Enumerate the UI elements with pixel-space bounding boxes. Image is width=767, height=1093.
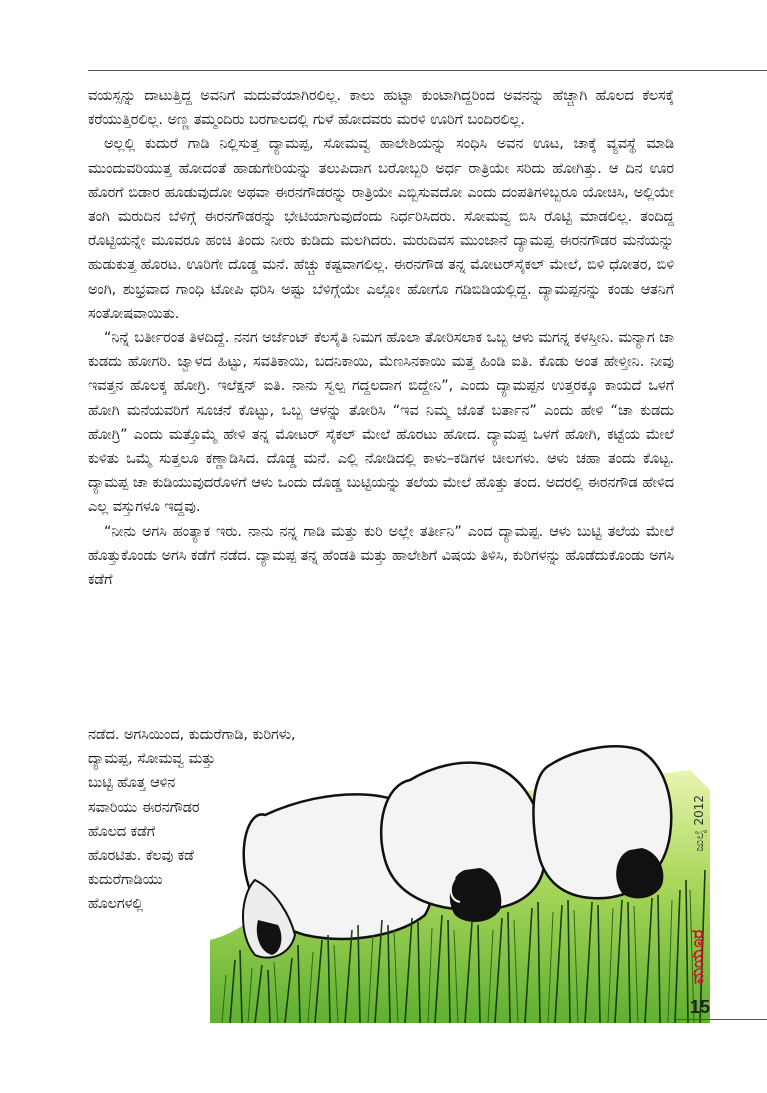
- text-line: ನಡೆದ. ಅಗಸಿಯಿಂದ, ಕುದುರೆಗಾಡಿ, ಕುರಿಗಳು,: [88, 727, 296, 743]
- text-line: ಸವಾರಿಯು ಈರನಗೌಡರ: [88, 799, 200, 816]
- sheep-right: [533, 746, 671, 898]
- issue-date: ಜುಲೈ 2012: [692, 795, 706, 852]
- sheep-illustration: [210, 730, 710, 1023]
- text-line: ಹೊಲಗಳಲ್ಲಿ: [88, 896, 144, 913]
- paragraph: “ನಿನ್ನೆ ಬರ್ತೀರಂತ ತಿಳದಿದ್ದೆ. ನನಗ ಅರ್ಜೆಂಟ್ ಕೆಲಸೈತಿ ನಿಮಗ ಹೊಲಾ ತೋರಿಸಲಾಕ ಒಬ್ಬ ಆಳು ಮಗನ್ನ ಕಳಸ್ತೀನಿ. ಮನ್ಯಾಗ ಚಾ ಕುಡದು ಹೋಗರಿ. ಜ್ವಾಳದ ಹಿಟ್ಟು, ಸವತಿಕಾಯಿ, ಬದನಿಕಾಯಿ, ಮೆಣಸಿನಕಾಯಿ ಮತ್ತ ಹಿಂಡಿ ಐತಿ. ಕೊಡು ಅಂತ ಹೇಳ್ತೀನಿ. ನೀವು ಇವತ್ತನ ಹೊಲಕ್ಕ ಹೋಗ್ರಿ. ಇಲೆಕ್ಷನ್ ಐತಿ. ನಾನು ಸ್ವಲ್ಪ ಗದ್ದಲದಾಗ ಬಿದ್ದೇನಿ”, ಎಂದು ದ್ಯಾಮಪ್ಪನ ಉತ್ತರಕ್ಕೂ ಕಾಯದೆ ಒಳಗೆ ಹೋಗಿ ಮನೆಯವರಿಗೆ ಸೂಚನೆ ಕೊಟ್ಟು, ಒಬ್ಬ ಆಳನ್ನು ತೋರಿಸಿ “ಇವ ನಿಮ್ಮ ಜೊತೆ ಬರ್ತಾನ” ಎಂದು ಹೇಳಿ “ಚಾ ಕುಡದು ಹೋಗ್ರಿ” ಎಂದು ಮತ್ತೊಮ್ಮೆ ಹೇಳಿ ತನ್ನ ಮೋಟರ್ ಸೈಕಲ್ ಮೇಲೆ ಹೊರಟು ಹೋದ. ದ್ಯಾಮಪ್ಪ ಒಳಗೆ ಹೋಗಿ, ಕಟ್ಟೆಯ ಮೇಲೆ ಕುಳಿತು ಒಮ್ಮೆ ಸುತ್ತಲೂ ಕಣ್ಣಾಡಿಸಿದ. ದೊಡ್ಡ ಮನೆ. ಎಲ್ಲಿ ನೋಡಿದಲ್ಲಿ ಕಾಳು–ಕಡಿಗಳ ಚೀಲಗಳು. ಆಳು ಚಹಾ ತಂದು ಕೊಟ್ಟ. ದ್ಯಾಮಪ್ಪ ಚಾ ಕುಡಿಯುವುದರೊಳಗೆ ಆಳು ಒಂದು ದೊಡ್ಡ ಬುಟ್ಟಿಯನ್ನು ತಲೆಯ ಮೇಲೆ ಹೊತ್ತು ತಂದ. ಅದರಲ್ಲಿ ಈರನಗೌಡ ಹೇಳಿದ ಎಲ್ಲ ವಸ್ತುಗಳೂ ಇದ್ದವು.: [88, 330, 674, 516]
- article-body: [88, 84, 674, 592]
- text-line: ಬುಟ್ಟಿ ಹೊತ್ತ ಆಳಿನ: [88, 775, 176, 792]
- text-line: ದ್ಯಾಮಪ್ಪ, ಸೋಮವ್ವ ಮತ್ತು: [88, 751, 216, 768]
- text-line: ಹೊಲದ ಕಡೆಗೆ: [88, 823, 156, 840]
- paragraph: ಅಲ್ಲಲ್ಲಿ ಕುದುರೆ ಗಾಡಿ ನಿಲ್ಲಿಸುತ್ತ ದ್ಯಾಮಪ್ಪ, ಸೋಮವ್ವ ಹಾಲೇಶಿಯನ್ನು ಸಂಧಿಸಿ ಅವನ ಊಟ, ಚಾಕ್ಕೆ ವ್ಯವಸ್ಥೆ ಮಾಡಿ ಮುಂದುವರಿಯುತ್ತ ಹೋದಂತೆ ಹಾಡುಗೇರಿಯನ್ನು ತಲುಪಿದಾಗ ಬರೋಬ್ಬರಿ ಅರ್ಧ ರಾತ್ರಿಯೇ ಸರಿದು ಹೋಗಿತ್ತು. ಆ ದಿನ ಊರ ಹೊರಗೆ ಬಿಡಾರ ಹೂಡುವುದೋ ಅಥವಾ ಈರನಗೌಡರನ್ನು ರಾತ್ರಿಯೇ ಎಬ್ಬಿಸುವದೋ ಎಂದು ದಂಪತಿಗಳಿಬ್ಬರೂ ಯೋಚಿಸಿ, ಅಲ್ಲಿಯೇ ತಂಗಿ ಮರುದಿನ ಬೆಳಿಗ್ಗೆ ಈರನಗೌಡರನ್ನು ಭೇಟಿಯಾಗುವುದೆಂದು ನಿರ್ಧರಿಸಿದರು. ಸೋಮವ್ವ ಬಿಸಿ ರೊಟ್ಟಿ ಮಾಡಲಿಲ್ಲ. ತಂದಿದ್ದ ರೊಟ್ಟಿಯನ್ನೇ ಮೂವರೂ ಹಂಚಿ ತಿಂದು ನೀರು ಕುಡಿದು ಮಲಗಿದರು. ಮರುದಿವಸ ಮುಂಜಾನೆ ದ್ಯಾಮಪ್ಪ ಈರನಗೌಡರ ಮನೆಯನ್ನು ಹುಡುಕುತ್ತ ಹೊರಟ. ಊರಿಗೇ ದೊಡ್ಡ ಮನೆ. ಹೆಚ್ಚು ಕಷ್ಟವಾಗಲಿಲ್ಲ. ಈರನಗೌಡ ತನ್ನ ಮೋಟರ್‌ಸೈಕಲ್ ಮೇಲೆ, ಬಿಳಿ ಧೋತರ, ಬಿಳಿ ಅಂಗಿ, ಶುಭ್ರವಾದ ಗಾಂಧಿ ಟೋಪಿ ಧರಿಸಿ ಅಷ್ಟು ಬೆಳಿಗ್ಗೆಯೇ ಎಲ್ಲೋ ಹೋಗೊ ಗಡಿಬಿಡಿಯಲ್ಲಿದ್ದ. ದ್ಯಾಮಪ್ಪನನ್ನು ಕಂಡು ಆತನಿಗೆ ಸಂತೋಷವಾಯಿತು.: [88, 136, 674, 322]
- text-line: ಕುದುರೆಗಾಡಿಯು: [88, 872, 163, 889]
- header-rule: [88, 70, 767, 71]
- paragraph: “ನೀನು ಅಗಸಿ ಹಂತ್ಯಾಕ ಇರು. ನಾನು ನನ್ನ ಗಾಡಿ ಮತ್ತು ಕುರಿ ಅಲ್ಲೇ ತರ್ತೀನಿ” ಎಂದ ದ್ಯಾಮಪ್ಪ. ಆಳು ಬುಟ್ಟಿ ತಲೆಯ ಮೇಲೆ ಹೊತ್ತುಕೊಂಡು ಅಗಸಿ ಕಡೆಗೆ ನಡೆದ. ದ್ಯಾಮಪ್ಪ ತನ್ನ ಹೆಂಡತಿ ಮತ್ತು ಹಾಲೇಶಿಗೆ ವಿಷಯ ತಿಳಿಸಿ, ಕುರಿಗಳನ್ನು ಹೊಡೆದುಕೊಂಡು ಅಗಸಿ ಕಡೆಗೆ: [88, 523, 674, 589]
- footer-rule: [676, 1019, 767, 1020]
- paragraph: ವಯಸ್ಸನ್ನು ದಾಟುತ್ತಿದ್ದ ಅವನಿಗೆ ಮದುವೆಯಾಗಿರಲಿಲ್ಲ. ಕಾಲು ಹುಟ್ಟಾ ಕುಂಟಾಗಿದ್ದರಿಂದ ಅವನನ್ನು ಹೆಚ್ಚಾಗಿ ಹೊಲದ ಕೆಲಸಕ್ಕೆ ಕರೆಯುತ್ತಿರಲಿಲ್ಲ. ಅಣ್ಣ ತಮ್ಮಂದಿರು ಬರಗಾಲದಲ್ಲಿ ಗುಳೆ ಹೋದವರು ಮರಳಿ ಊರಿಗೆ ಬಂದಿರಲಿಲ್ಲ.: [88, 88, 674, 129]
- text-line: ಹೊರಟಿತು. ಕೆಲವು ಕಡೆ: [88, 848, 194, 865]
- magazine-logo: ಮಯೂರ: [688, 929, 708, 984]
- page-number: 15: [690, 997, 711, 1017]
